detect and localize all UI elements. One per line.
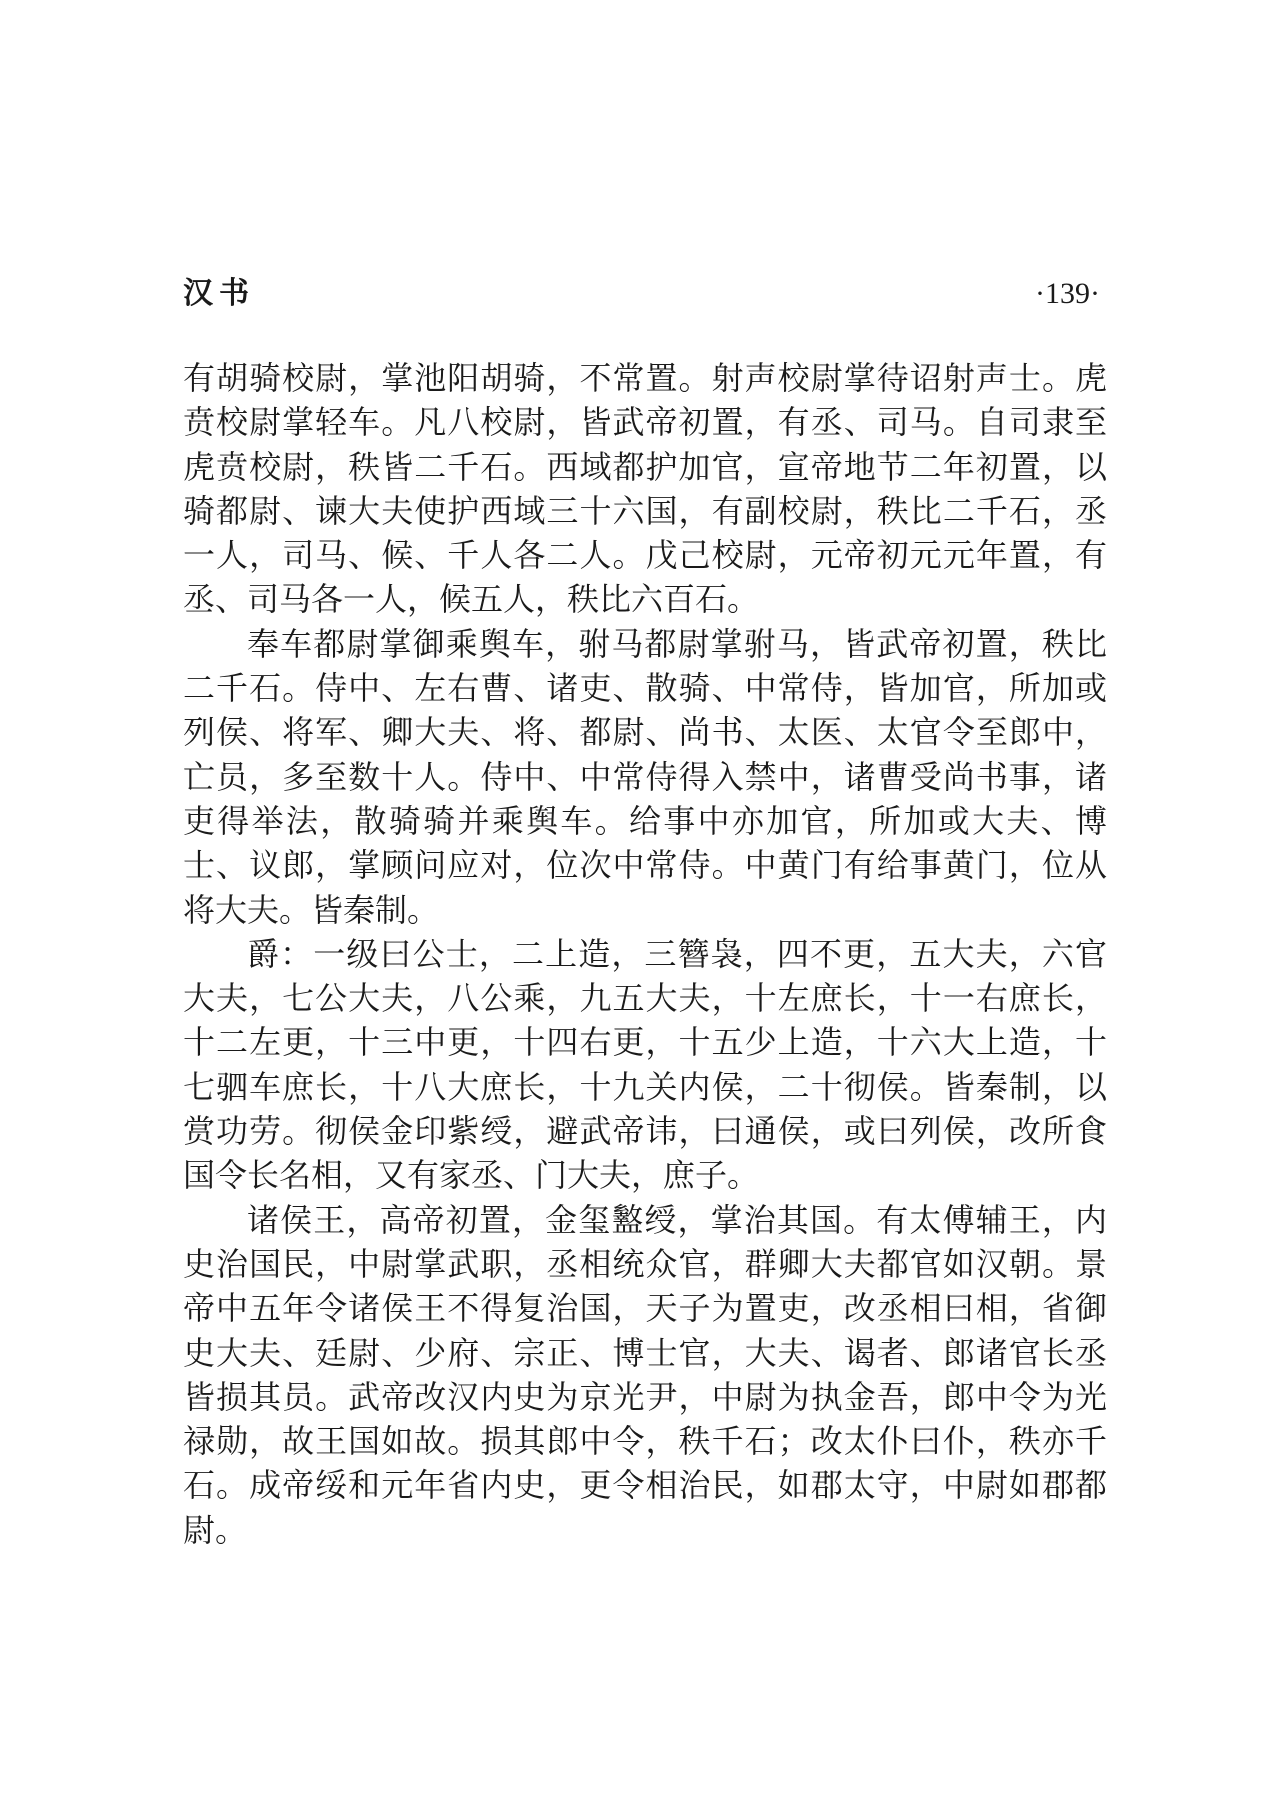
book-title: 汉书 [183,276,255,311]
body-text [183,356,1107,1552]
running-header [183,272,1100,316]
paragraph-1: 有胡骑校尉，掌池阳胡骑，不常置。射声校尉掌待诏射声士。虎贲校尉掌轻车。凡八校尉，皆武帝初置，有丞、司马。自司隶至虎贲校尉，秩皆二千石。西域都护加官，宣帝地节二年初置，以骑都尉、谏大夫使护西域三十六国，有副校尉，秩比二千石，丞一人，司马、候、千人各二人。戊己校尉，元帝初元元年置，有丞、司马各一人，候五人，秩比六百石。 [183,359,1107,619]
paragraph-3: 爵：一级曰公士，二上造，三簪袅，四不更，五大夫，六官大夫，七公大夫，八公乘，九五大夫，十左庶长，十一右庶长，十二左更，十三中更，十四右更，十五少上造，十六大上造，十七驷车庶长，十八大庶长，十九关内侯，二十彻侯。皆秦制，以赏功劳。彻侯金印紫绶，避武帝讳，曰通侯，或曰列侯，改所食国令长名相，又有家丞、门大夫，庶子。 [183,934,1107,1195]
page-number: ·139· [1035,277,1100,310]
paragraph-2: 奉车都尉掌御乘舆车，驸马都尉掌驸马，皆武帝初置，秩比二千石。侍中、左右曹、诸吏、散骑、中常侍，皆加官，所加或列侯、将军、卿大夫、将、都尉、尚书、太医、太官令至郎中，亡员，多至数十人。侍中、中常侍得入禁中，诸曹受尚书事，诸吏得举法，散骑骑并乘舆车。给事中亦加官，所加或大夫、博士、议郎，掌顾问应对，位次中常侍。中黄门有给事黄门，位从将大夫。皆秦制。 [183,624,1107,929]
paragraph-4: 诸侯王，高帝初置，金玺盭绶，掌治其国。有太傅辅王，内史治国民，中尉掌武职，丞相统众官，群卿大夫都官如汉朝。景帝中五年令诸侯王不得复治国，天子为置吏，改丞相曰相，省御史大夫、廷尉、少府、宗正、博士官，大夫、谒者、郎诸官长丞皆损其员。武帝改汉内史为京光尹，中尉为执金吾，郎中令为光禄勋，故王国如故。损其郎中令，秩千石；改太仆曰仆，秩亦千石。成帝绥和元年省内史，更令相治民，如郡太守，中尉如郡都尉。 [183,1200,1107,1549]
